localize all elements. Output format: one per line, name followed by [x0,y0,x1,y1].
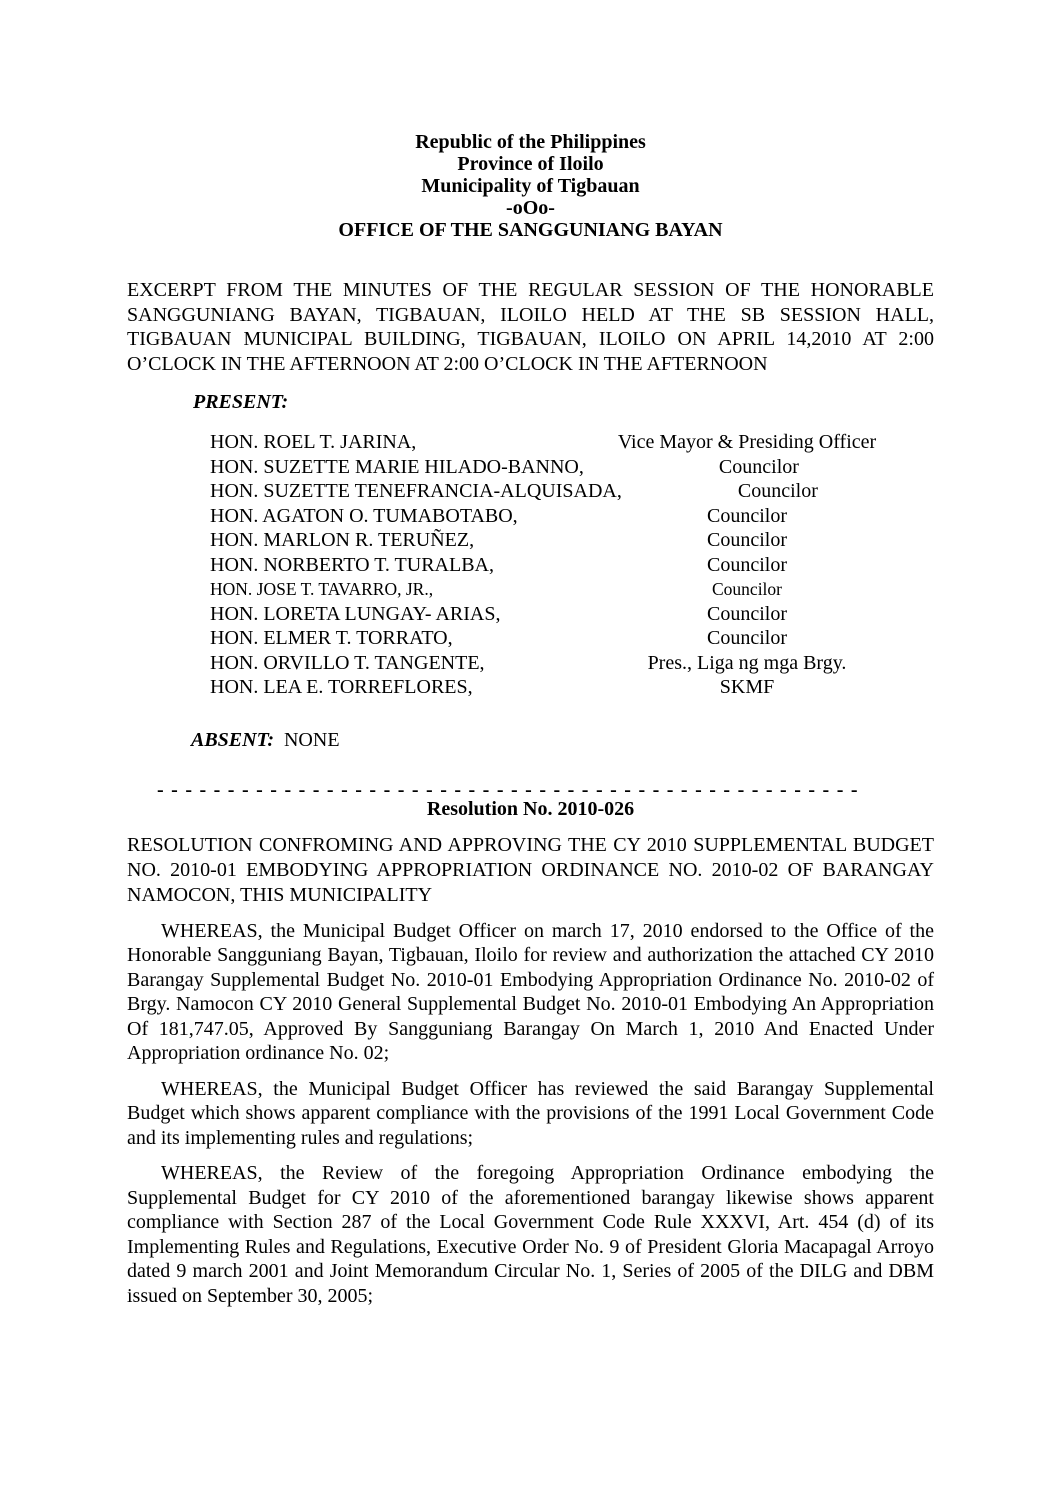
header-line-province: Province of Iloilo [457,153,604,175]
attendee-name: HON. SUZETTE MARIE HILADO-BANNO, [210,455,584,478]
header-line-republic: Republic of the Philippines [415,131,646,153]
attendee-role: Councilor [707,602,787,625]
attendee-role: Councilor [707,504,787,527]
attendee-role: Pres., Liga ng mga Brgy. [647,651,847,674]
attendee-row [127,602,934,627]
excerpt-paragraph: EXCERPT FROM THE MINUTES OF THE REGULAR SESSION OF THE HONORABLE SANGGUNIANG BAYAN, TIGBAUAN, ILOILO HELD AT THE SB SESSION HALL, TIGBAUAN MUNICIPAL BUILDING, TIGBAUAN, ILOILO ON APRIL 14,2010 AT 2:00 O’CLOCK IN THE AFTERNOON AT 2:00 O’CLOCK IN THE AFTERNOON [127,279,934,375]
resolution-title: RESOLUTION CONFROMING AND APPROVING THE CY 2010 SUPPLEMENTAL BUDGET NO. 2010-01 EMBODYING APPROPRIATION ORDINANCE NO. 2010-02 OF BARANGAY NAMOCON, THIS MUNICIPALITY [127,833,934,906]
attendee-role: Councilor [707,529,787,551]
header-line-municipality: Municipality of Tigbauan [421,175,640,197]
attendee-row [127,651,934,676]
resolution-number: Resolution No. 2010-026 [426,797,635,820]
attendee-row [127,577,934,602]
attendee-row [127,626,934,651]
attendee-name: HON. ORVILLO T. TANGENTE, [210,651,485,674]
attendee-name: HON. ROEL T. JARINA, [210,431,417,453]
attendee-role: Vice Mayor & Presiding Officer [617,431,877,453]
document-header [127,131,934,241]
attendee-row [127,455,934,480]
present-label: PRESENT: [193,391,289,413]
absent-label: ABSENT: [191,728,274,751]
attendee-role: SKMF [719,676,775,698]
absent-value: NONE [283,728,340,751]
attendees-list [127,430,934,700]
absent-line [191,728,934,752]
attendee-row [127,553,934,578]
attendee-name: HON. NORBERTO T. TURALBA, [210,553,495,576]
whereas-paragraph-3: WHEREAS, the Review of the foregoing Appropriation Ordinance embodying the Supplemental Budget for CY 2010 of the aforementioned barangay likewise shows apparent compliance with Section 287 of the Local Government Code Rule XXXVI, Art. 454 (d) of its Implementing Rules and Regulations, Executive Order No. 9 of President Gloria Macapagal Arroyo dated 9 march 2001 and Joint Memorandum Circular No. 1, Series of 2005 of the DILG and DBM issued on September 30, 2005; [127,1162,934,1307]
attendee-role: Councilor [737,480,818,502]
attendee-row [127,430,934,455]
attendee-name: HON. JOSE T. TAVARRO, JR., [210,579,434,599]
whereas-paragraph-2: WHEREAS, the Municipal Budget Officer has reviewed the said Barangay Supplemental Budget which shows apparent compliance with the provisions of the 1991 Local Government Code and its implementing rules and regulations; [127,1077,934,1149]
attendee-role: Councilor [712,579,782,599]
header-line-office: OFFICE OF THE SANGGUNIANG BAYAN [338,219,723,241]
attendee-name: HON. LEA E. TORREFLORES, [210,676,473,698]
attendee-role: Councilor [707,553,787,576]
attendee-row [127,675,934,700]
dashed-divider: - - - - - - - - - - - - - - - - - - - - - - - - - - - - - - - - - - - - - - - - - - - - - - - - - - [157,781,858,798]
attendee-row [127,479,934,504]
attendee-row [127,504,934,529]
attendee-name: HON. SUZETTE TENEFRANCIA-ALQUISADA, [210,480,622,502]
attendee-role: Councilor [707,627,787,649]
attendee-name: HON. LORETA LUNGAY- ARIAS, [210,602,501,625]
attendee-name: HON. ELMER T. TORRATO, [210,627,453,649]
whereas-paragraph-1: WHEREAS, the Municipal Budget Officer on march 17, 2010 endorsed to the Office of the Honorable Sangguniang Bayan, Tigbauan, Iloilo for review and authorization the attached CY 2010 Barangay Supplemental Budget No. 2010-01 Embodying Appropriation Ordinance No. 2010-02 of Brgy. Namocon CY 2010 General Supplemental Budget No. 2010-01 Embodying An Appropriation Of 181,747.05, Approved By Sangguniang Barangay On March 1, 2010 And Enacted Under Appropriation ordinance No. 02; [127,919,934,1064]
attendee-name: HON. AGATON O. TUMABOTABO, [210,504,518,527]
attendee-role: Councilor [718,455,799,478]
header-line-ooo: -oOo- [506,197,555,219]
attendee-row [127,528,934,553]
attendee-name: HON. MARLON R. TERUÑEZ, [210,529,475,551]
